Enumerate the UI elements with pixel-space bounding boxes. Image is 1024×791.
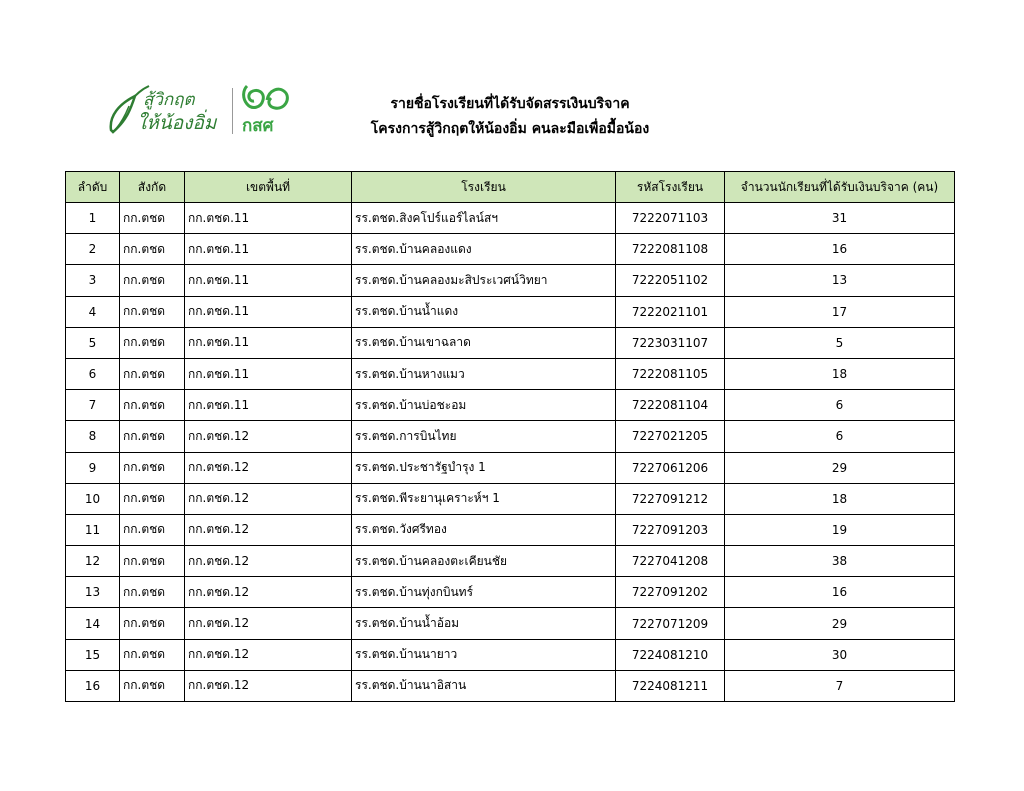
cell-students: 38 — [725, 546, 955, 577]
cell-students: 18 — [725, 358, 955, 389]
cell-affiliation: กก.ตชด — [120, 358, 185, 389]
cell-school: รร.ตชด.ประชารัฐบำรุง 1 — [352, 452, 616, 483]
column-header-students: จำนวนนักเรียนที่ได้รับเงินบริจาค (คน) — [725, 172, 955, 203]
cell-no: 7 — [66, 390, 120, 421]
cell-affiliation: กก.ตชด — [120, 296, 185, 327]
cell-no: 1 — [66, 203, 120, 234]
cell-code: 7222081105 — [616, 358, 725, 389]
cell-no: 13 — [66, 577, 120, 608]
cell-no: 2 — [66, 234, 120, 265]
table-row — [66, 577, 955, 608]
cell-no: 14 — [66, 608, 120, 639]
cell-affiliation: กก.ตชด — [120, 577, 185, 608]
cell-school: รร.ตชด.บ้านทุ่งกบินทร์ — [352, 577, 616, 608]
table-body — [66, 203, 955, 702]
cell-no: 3 — [66, 265, 120, 296]
cell-school: รร.ตชด.บ้านน้ำอ้อม — [352, 608, 616, 639]
cell-no: 11 — [66, 514, 120, 545]
cell-area: กก.ตชด.12 — [185, 514, 352, 545]
cell-school: รร.ตชด.บ้านหางแมว — [352, 358, 616, 389]
cell-code: 7222081108 — [616, 234, 725, 265]
cell-affiliation: กก.ตชด — [120, 670, 185, 701]
cell-students: 17 — [725, 296, 955, 327]
cell-affiliation: กก.ตชด — [120, 421, 185, 452]
cell-area: กก.ตชด.11 — [185, 265, 352, 296]
cell-code: 7227091212 — [616, 483, 725, 514]
cell-students: 30 — [725, 639, 955, 670]
table-row — [66, 670, 955, 701]
logo-area — [105, 82, 295, 140]
table-row — [66, 296, 955, 327]
cell-affiliation: กก.ตชด — [120, 452, 185, 483]
table-row — [66, 483, 955, 514]
document-title: รายชื่อโรงเรียนที่ได้รับจัดสรรเงินบริจาค — [390, 96, 630, 112]
cell-area: กก.ตชด.12 — [185, 577, 352, 608]
cell-students: 29 — [725, 608, 955, 639]
cell-school: รร.ตชด.บ้านเขาฉลาด — [352, 327, 616, 358]
cell-area: กก.ตชด.11 — [185, 327, 352, 358]
cell-code: 7227091202 — [616, 577, 725, 608]
cell-affiliation: กก.ตชด — [120, 514, 185, 545]
cell-no: 15 — [66, 639, 120, 670]
cell-students: 31 — [725, 203, 955, 234]
cell-school: รร.ตชด.บ้านบ่อชะอม — [352, 390, 616, 421]
cell-code: 7222081104 — [616, 390, 725, 421]
cell-school: รร.ตชด.การบินไทย — [352, 421, 616, 452]
cell-code: 7227061206 — [616, 452, 725, 483]
cell-area: กก.ตชด.11 — [185, 203, 352, 234]
column-header-affiliation: สังกัด — [120, 172, 185, 203]
cell-no: 16 — [66, 670, 120, 701]
cell-area: กก.ตชด.12 — [185, 452, 352, 483]
table-row — [66, 234, 955, 265]
table-row — [66, 546, 955, 577]
org-logo — [239, 82, 295, 140]
table-row — [66, 452, 955, 483]
org-name: กสศ — [242, 116, 274, 136]
cell-students: 6 — [725, 390, 955, 421]
table-row — [66, 327, 955, 358]
campaign-logo — [105, 82, 225, 140]
table-header-row — [66, 172, 955, 203]
cell-code: 7224081210 — [616, 639, 725, 670]
column-header-code: รหัสโรงเรียน — [616, 172, 725, 203]
logo-script-line2: ให้น้องอิ่ม — [137, 112, 217, 134]
logo-divider — [232, 88, 233, 134]
cell-school: รร.ตชด.สิงคโปร์แอร์ไลน์สฯ — [352, 203, 616, 234]
column-header-area: เขตพื้นที่ — [185, 172, 352, 203]
cell-affiliation: กก.ตชด — [120, 546, 185, 577]
cell-school: รร.ตชด.บ้านนายาว — [352, 639, 616, 670]
cell-no: 6 — [66, 358, 120, 389]
cell-area: กก.ตชด.11 — [185, 390, 352, 421]
cell-no: 4 — [66, 296, 120, 327]
cell-students: 7 — [725, 670, 955, 701]
cell-affiliation: กก.ตชด — [120, 203, 185, 234]
cell-students: 16 — [725, 234, 955, 265]
cell-code: 7223031107 — [616, 327, 725, 358]
cell-area: กก.ตชด.12 — [185, 421, 352, 452]
cell-students: 5 — [725, 327, 955, 358]
cell-area: กก.ตชด.11 — [185, 358, 352, 389]
cell-affiliation: กก.ตชด — [120, 234, 185, 265]
cell-code: 7222071103 — [616, 203, 725, 234]
cell-area: กก.ตชด.12 — [185, 608, 352, 639]
cell-affiliation: กก.ตชด — [120, 608, 185, 639]
cell-code: 7222021101 — [616, 296, 725, 327]
cell-students: 6 — [725, 421, 955, 452]
cell-area: กก.ตชด.12 — [185, 546, 352, 577]
table-row — [66, 639, 955, 670]
cell-school: รร.ตชด.บ้านคลองมะสิประเวศน์วิทยา — [352, 265, 616, 296]
cell-no: 9 — [66, 452, 120, 483]
cell-no: 12 — [66, 546, 120, 577]
cell-code: 7224081211 — [616, 670, 725, 701]
cell-school: รร.ตชด.บ้านคลองตะเคียนชัย — [352, 546, 616, 577]
column-header-school: โรงเรียน — [352, 172, 616, 203]
cell-school: รร.ตชด.วังศรีทอง — [352, 514, 616, 545]
cell-code: 7227041208 — [616, 546, 725, 577]
cell-affiliation: กก.ตชด — [120, 390, 185, 421]
cell-area: กก.ตชด.11 — [185, 296, 352, 327]
cell-code: 7227091203 — [616, 514, 725, 545]
cell-affiliation: กก.ตชด — [120, 483, 185, 514]
document-subtitle: โครงการสู้วิกฤตให้น้องอิ่ม คนละมือเพื่อมื้อน้อง — [370, 121, 650, 137]
cell-no: 5 — [66, 327, 120, 358]
cell-affiliation: กก.ตชด — [120, 639, 185, 670]
document-header — [340, 92, 680, 142]
org-logo-mark-icon — [239, 82, 295, 114]
cell-no: 10 — [66, 483, 120, 514]
table-row — [66, 421, 955, 452]
table-row — [66, 358, 955, 389]
cell-affiliation: กก.ตชด — [120, 327, 185, 358]
cell-students: 13 — [725, 265, 955, 296]
cell-school: รร.ตชด.บ้านน้ำแดง — [352, 296, 616, 327]
cell-area: กก.ตชด.12 — [185, 670, 352, 701]
table-row — [66, 608, 955, 639]
cell-area: กก.ตชด.12 — [185, 639, 352, 670]
cell-students: 18 — [725, 483, 955, 514]
cell-code: 7222051102 — [616, 265, 725, 296]
cell-code: 7227071209 — [616, 608, 725, 639]
table-row — [66, 265, 955, 296]
cell-area: กก.ตชด.12 — [185, 483, 352, 514]
table-row — [66, 203, 955, 234]
cell-students: 19 — [725, 514, 955, 545]
cell-area: กก.ตชด.11 — [185, 234, 352, 265]
cell-school: รร.ตชด.พีระยานุเคราะห์ฯ 1 — [352, 483, 616, 514]
table-row — [66, 514, 955, 545]
cell-no: 8 — [66, 421, 120, 452]
cell-code: 7227021205 — [616, 421, 725, 452]
cell-students: 16 — [725, 577, 955, 608]
cell-affiliation: กก.ตชด — [120, 265, 185, 296]
cell-school: รร.ตชด.บ้านนาอิสาน — [352, 670, 616, 701]
column-header-no: ลำดับ — [66, 172, 120, 203]
logo-script-line1: สู้วิกฤต — [143, 90, 195, 110]
table-row — [66, 390, 955, 421]
cell-students: 29 — [725, 452, 955, 483]
school-table — [65, 171, 955, 702]
cell-school: รร.ตชด.บ้านคลองแดง — [352, 234, 616, 265]
